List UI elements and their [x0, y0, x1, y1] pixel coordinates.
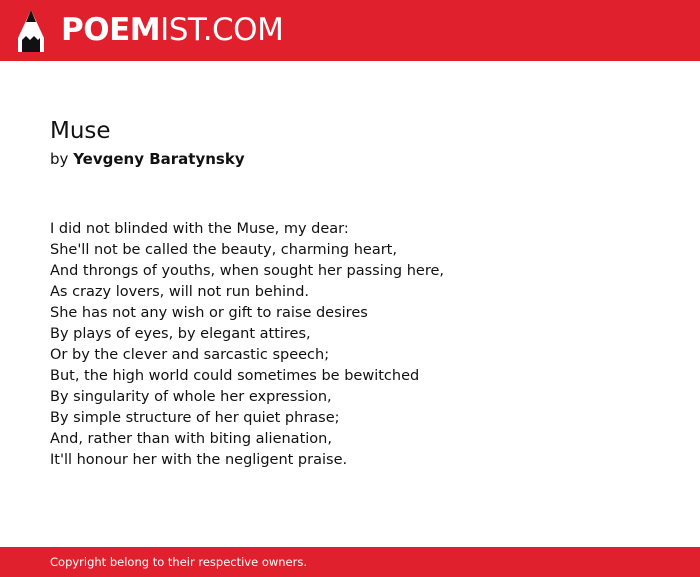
poem-title: Muse: [50, 118, 111, 144]
site-header: [0, 0, 700, 61]
logo-text-bold: POEM: [61, 12, 161, 48]
poem-line: It'll honour her with the negligent praise.: [50, 452, 348, 468]
poem-line: But, the high world could sometimes be bewitched: [50, 368, 420, 384]
poem-line: She'll not be called the beauty, charming heart,: [50, 242, 397, 258]
poem-line: And, rather than with biting alienation,: [50, 431, 332, 447]
poem-line: By plays of eyes, by elegant attires,: [50, 326, 311, 342]
poem-byline: [50, 148, 245, 170]
by-label: by: [50, 150, 69, 168]
site-footer: [0, 547, 700, 577]
copyright-notice: Copyright belong to their respective owners.: [50, 555, 308, 569]
poem-line: As crazy lovers, will not run behind.: [50, 284, 310, 300]
poem-author: Yevgeny Baratynsky: [73, 150, 245, 168]
logo-text-light: IST.COM: [160, 12, 284, 48]
poem-line: By singularity of whole her expression,: [50, 389, 332, 405]
site-logo-link[interactable]: [61, 12, 283, 48]
pencil-logo-icon: [18, 10, 44, 52]
poem-body: [50, 219, 444, 471]
poem-line: By simple structure of her quiet phrase;: [50, 410, 340, 426]
poem-line: And throngs of youths, when sought her passing here,: [50, 263, 445, 279]
poem-line: I did not blinded with the Muse, my dear:: [50, 221, 349, 237]
poem-line: Or by the clever and sarcastic speech;: [50, 347, 330, 363]
poem-line: She has not any wish or gift to raise desires: [50, 305, 368, 321]
